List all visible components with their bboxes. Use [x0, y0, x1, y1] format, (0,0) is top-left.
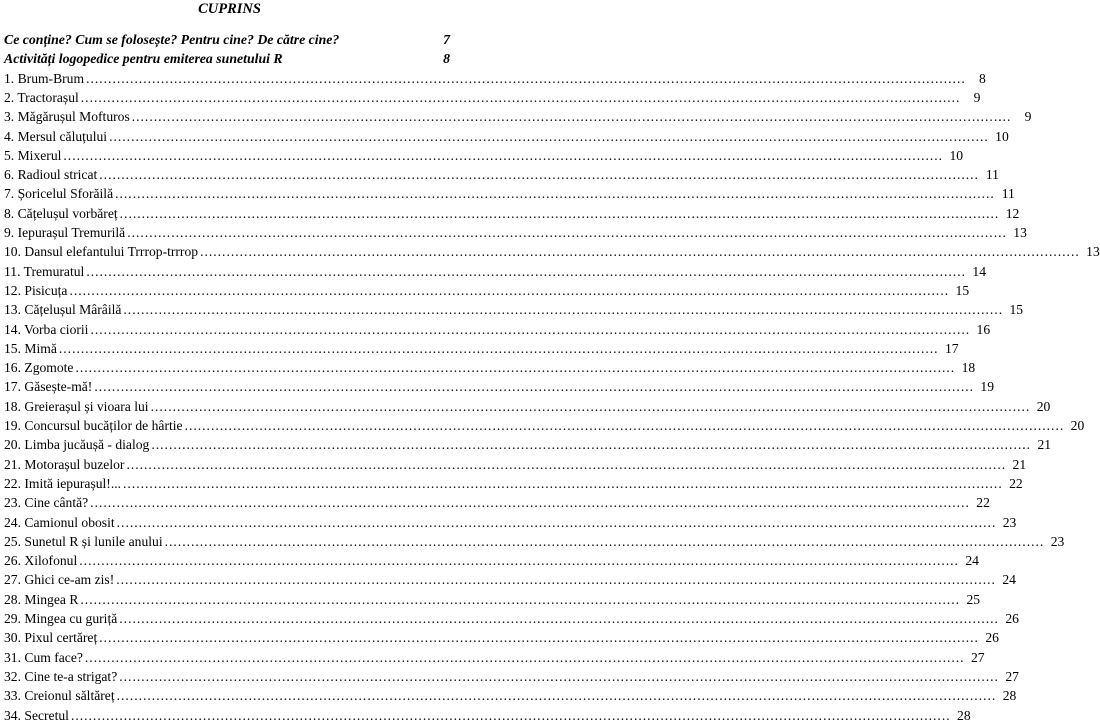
toc-entry-page-number: 27: [1005, 668, 1019, 684]
toc-entry-label: 15. Mimă: [4, 340, 57, 356]
toc-entry: [4, 281, 970, 300]
dot-leader: ........................................................................................................................................................................................................: [70, 707, 951, 723]
toc-entry: [4, 358, 976, 377]
toc-entry-label: 11. Tremuratul: [4, 263, 85, 279]
toc-entry-page-number: 23: [1050, 533, 1065, 549]
toc-entry: [4, 146, 964, 165]
toc-entry-page-number: 9: [973, 89, 981, 105]
toc-entry: [4, 435, 1052, 454]
toc-entry-label: 33. Creionul săltăreț: [4, 688, 115, 704]
toc-entry-label: 29. Mingea cu guriță: [4, 611, 118, 626]
toc-entry-page-number: 26: [1005, 611, 1019, 626]
section-heading: [4, 30, 450, 49]
dot-leader: ........................................................................................................................................................................................................: [119, 205, 1000, 221]
toc-entry-label: 27. Ghici ce-am zis!: [4, 572, 115, 588]
toc-entry-page-number: 23: [1002, 514, 1017, 530]
dot-leader: ........................................................................................................................................................................................................: [94, 379, 975, 395]
toc-entry-page-number: 9: [1024, 109, 1032, 125]
toc-entry: [4, 667, 1019, 686]
toc-entry-page-number: 20: [1070, 418, 1085, 433]
toc-entry-label: 8. Cățelușul vorbăreț: [4, 205, 118, 221]
toc-entry-label: 16. Zgomote: [4, 360, 74, 376]
toc-entry-page-number: 26: [985, 630, 999, 646]
dot-leader: ........................................................................................................................................................................................................: [80, 591, 961, 607]
toc-entry: [4, 474, 1023, 493]
toc-entry-label: 3. Măgărușul Mofturos: [4, 109, 130, 125]
toc-entry: [4, 262, 986, 281]
toc-entry-page-number: 25: [966, 591, 981, 607]
toc-entry-page-number: 21: [1012, 456, 1027, 472]
toc-entry-label: 5. Mixerul: [4, 147, 62, 163]
section-heading: [4, 49, 450, 68]
dot-leader: ........................................................................................................................................................................................................: [80, 89, 961, 105]
toc-entry-label: 34. Secretul: [4, 707, 69, 723]
dot-leader: ........................................................................................................................................................................................................: [119, 611, 999, 626]
toc-entry-label: 13. Cățelușul Mârâilă: [4, 302, 122, 318]
toc-entry-label: 2. Tractorașul: [4, 89, 79, 105]
dot-leader: ........................................................................................................................................................................................................: [109, 128, 989, 144]
section-heading-page-number: 7: [443, 32, 450, 47]
dot-leader: ........................................................................................................................................................................................................: [126, 456, 1007, 472]
toc-entry-label: 25. Sunetul R și lunile anului: [4, 533, 163, 549]
toc-entry-label: 17. Găsește-mă!: [4, 379, 93, 395]
dot-leader: ........................................................................................................................................................................................................: [84, 649, 965, 665]
toc-entry-page-number: 21: [1037, 437, 1052, 453]
section-heading-page-number: 8: [443, 51, 450, 67]
toc-entry-page-number: 16: [976, 321, 991, 337]
toc-entry-label: 23. Cine cântă?: [4, 495, 89, 511]
toc-entry-page-number: 24: [965, 553, 979, 569]
dot-leader: ........................................................................................................................................................................................................: [116, 514, 997, 530]
dot-leader: ........................................................................................................................................................................................................: [69, 282, 950, 298]
dot-leader: ........................................................................................................................................................................................................: [116, 572, 996, 588]
toc-entry: [4, 107, 1032, 126]
toc-entry-page-number: 24: [1002, 572, 1016, 588]
toc-entry-page-number: 19: [980, 379, 995, 395]
dot-leader: ........................................................................................................................................................................................................: [79, 553, 959, 569]
toc-entry-label: 24. Camionul obosit: [4, 514, 115, 530]
toc-entry-page-number: 15: [955, 282, 970, 298]
toc-entry-label: 30. Pixul certăreț: [4, 630, 98, 646]
toc-entry-page-number: 10: [949, 147, 964, 163]
toc-entry-label: 21. Motorașul buzelor: [4, 456, 125, 472]
toc-entry-page-number: 11: [1001, 186, 1015, 202]
dot-leader: ........................................................................................................................................................................................................: [75, 360, 956, 376]
toc-entry: [4, 88, 981, 107]
toc-entry: [4, 300, 1024, 319]
toc-entry: [4, 184, 1015, 203]
toc-entry: [4, 397, 1051, 416]
page-title: CUPRINS: [198, 1, 261, 17]
section-heading-label: Ce conține? Cum se folosește? Pentru cine? De către cine?: [4, 32, 340, 47]
toc-entry-label: 26. Xilofonul: [4, 553, 78, 569]
toc-entry: [4, 165, 999, 184]
toc-entry-page-number: 10: [995, 128, 1009, 144]
dot-leader: ........................................................................................................................................................................................................: [63, 147, 944, 163]
toc-entry-page-number: 28: [957, 707, 971, 723]
dot-leader: ........................................................................................................................................................................................................: [151, 437, 1032, 453]
toc-entry: [4, 628, 999, 647]
dot-leader: ........................................................................................................................................................................................................: [86, 263, 966, 279]
toc-entry: [4, 223, 1027, 242]
toc-entry-label: 14. Vorba ciorii: [4, 321, 89, 337]
toc-entry-label: 20. Limba jucăușă - dialog: [4, 437, 150, 453]
toc-entry-page-number: 14: [972, 263, 986, 279]
dot-leader: ........................................................................................................................................................................................................: [115, 186, 995, 202]
toc-entry-label: 6. Radioul stricat: [4, 167, 98, 183]
dot-leader: ........................................................................................................................................................................................................: [164, 533, 1045, 549]
dot-leader: ........................................................................................................................................................................................................: [127, 225, 1007, 240]
dot-leader: ........................................................................................................................................................................................................: [123, 475, 1003, 491]
toc-entry-page-number: 12: [1005, 205, 1020, 221]
toc-entry-page-number: 13: [1086, 244, 1100, 260]
toc-entry-page-number: 11: [985, 167, 999, 183]
toc-entry-label: 1. Brum-Brum: [4, 70, 85, 86]
dot-leader: ........................................................................................................................................................................................................: [99, 630, 979, 646]
toc-entry-label: 12. Pisicuța: [4, 282, 68, 298]
toc-entry-page-number: 15: [1009, 302, 1024, 318]
dot-leader: ........................................................................................................................................................................................................: [184, 418, 1065, 433]
toc-entry: [4, 609, 1019, 628]
toc-entry: [4, 242, 1100, 261]
toc-entry-label: 9. Iepurașul Tremurilă: [4, 225, 126, 240]
dot-leader: ........................................................................................................................................................................................................: [116, 688, 997, 704]
toc-entry-label: 4. Mersul căluțului: [4, 128, 108, 144]
toc-entry: [4, 532, 1065, 551]
toc-entry: [4, 416, 1085, 435]
toc-entry: [4, 686, 1017, 705]
dot-leader: ........................................................................................................................................................................................................: [99, 167, 979, 183]
toc-entry-page-number: 13: [1013, 225, 1027, 240]
toc-entry-label: 10. Dansul elefantului Trrrop-trrrop: [4, 244, 199, 260]
dot-leader: ........................................................................................................................................................................................................: [119, 668, 999, 684]
toc-entry-page-number: 27: [970, 649, 985, 665]
toc-entry: [4, 69, 986, 88]
dot-leader: ........................................................................................................................................................................................................: [90, 321, 971, 337]
toc-entry: [4, 204, 1020, 223]
toc-entry-label: 31. Cum face?: [4, 649, 83, 665]
toc-entry-page-number: 20: [1036, 398, 1051, 414]
toc-entry-label: 32. Cine te-a strigat?: [4, 668, 118, 684]
dot-leader: ........................................................................................................................................................................................................: [131, 109, 1012, 125]
dot-leader: ........................................................................................................................................................................................................: [90, 495, 970, 511]
toc-entry: [4, 590, 981, 609]
toc-entry-page-number: 17: [944, 340, 959, 356]
toc-entry-label: 19. Concursul bucăților de hârtie: [4, 418, 183, 433]
toc-entry: [4, 513, 1017, 532]
dot-leader: ........................................................................................................................................................................................................: [200, 244, 1080, 260]
toc-entry-page-number: 28: [1002, 688, 1017, 704]
toc-entry: [4, 706, 971, 725]
toc-entry-page-number: 22: [1009, 475, 1023, 491]
toc-entry: [4, 320, 991, 339]
toc-entry: [4, 455, 1027, 474]
toc-entry-page-number: 18: [961, 360, 976, 376]
dot-leader: ........................................................................................................................................................................................................: [58, 340, 939, 356]
toc-entry: [4, 648, 985, 667]
section-heading-label: Activități logopedice pentru emiterea sunetului R: [4, 51, 283, 67]
toc-entry-label: 18. Greierașul și vioara lui: [4, 398, 149, 414]
dot-leader: ........................................................................................................................................................................................................: [86, 70, 966, 86]
toc-entry-page-number: 8: [978, 70, 986, 86]
toc-entry: [4, 339, 959, 358]
toc-entry: [4, 551, 979, 570]
toc-entry: [4, 493, 990, 512]
toc-entry-page-number: 22: [976, 495, 990, 511]
toc-entry-label: 7. Șoricelul Sforăilă: [4, 186, 114, 202]
toc-entry: [4, 377, 995, 396]
dot-leader: ........................................................................................................................................................................................................: [123, 302, 1004, 318]
toc-entry: [4, 570, 1016, 589]
toc-entry: [4, 127, 1009, 146]
toc-entry-label: 22. Imită iepurașul!...: [4, 475, 122, 491]
toc-entry-label: 28. Mingea R: [4, 591, 79, 607]
dot-leader: ........................................................................................................................................................................................................: [150, 398, 1031, 414]
